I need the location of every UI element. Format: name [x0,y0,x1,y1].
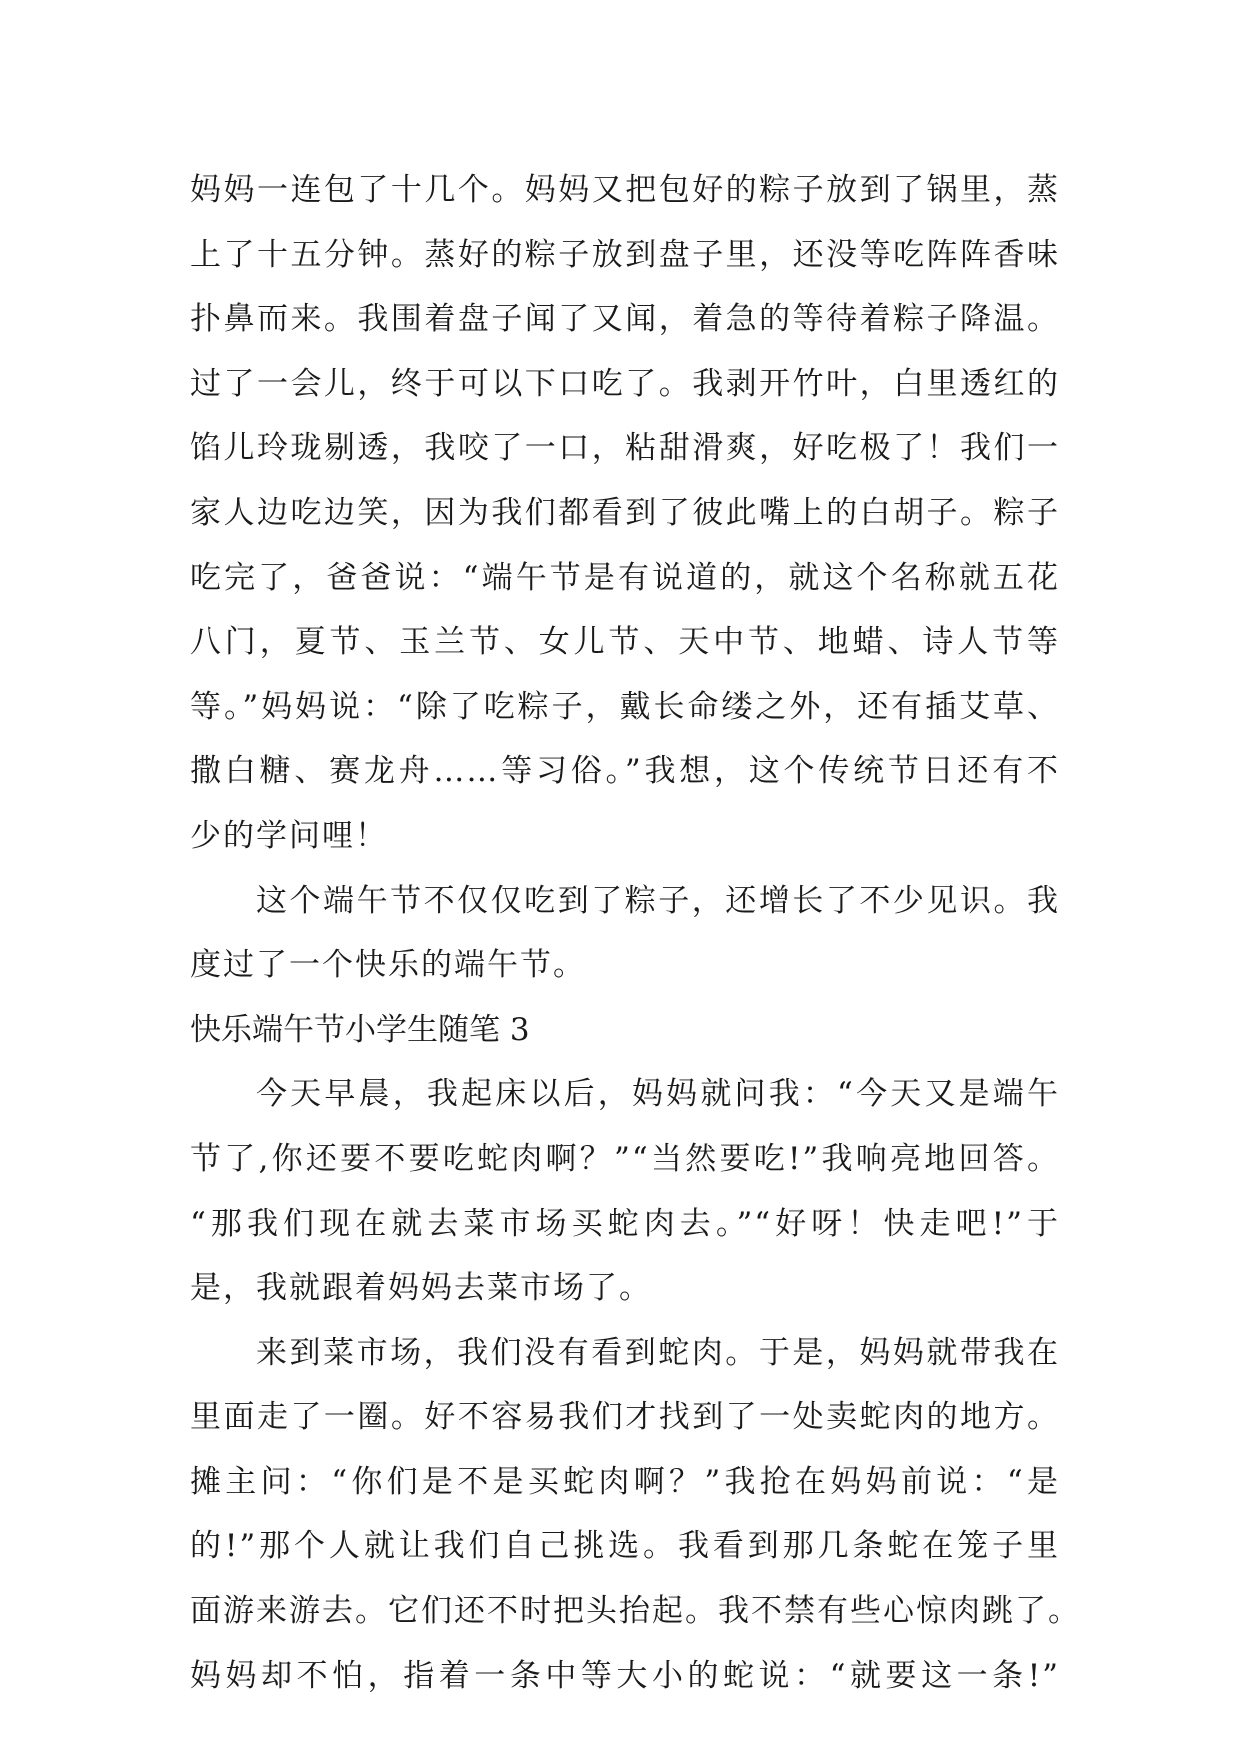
text-line: 上了十五分钟。蒸好的粽子放到盘子里，还没等吃阵阵香味 [190,236,1060,273]
text-line: 扑鼻而来。我围着盘子闻了又闻，着急的等待着粽子降温。 [190,301,1060,338]
text-line: 妈妈却不怕，指着一条中等大小的蛇说：“就要这一条!” [190,1657,1060,1694]
text-line: 妈妈一连包了十几个。妈妈又把包好的粽子放到了锅里，蒸 [190,172,1060,208]
text-line: 八门，夏节、玉兰节、女儿节、天中节、地蜡、诗人节等 [190,624,1060,661]
text-line: 吃完了，爸爸说：“端午节是有说道的，就这个名称就五花 [190,559,1060,596]
text-line: 摊主问：“你们是不是买蛇肉啊？”我抢在妈妈前说：“是 [190,1463,1060,1500]
text-line: 面游来游去。它们还不时把头抬起。我不禁有些心惊肉跳了。 [190,1593,1081,1630]
text-line: “那我们现在就去菜市场买蛇肉去。”“好呀！快走吧!”于 [190,1205,1060,1242]
text-line: 今天早晨，我起床以后，妈妈就问我：“今天又是端午 [256,1076,1060,1113]
text-line: 过了一会儿，终于可以下口吃了。我剥开竹叶，白里透红的 [190,365,1060,402]
paragraph-1 [190,158,1060,869]
text-line: 撒白糖、赛龙舟……等习俗。”我想，这个传统节日还有不 [190,753,1060,790]
text-line: 这个端午节不仅仅吃到了粽子，还增长了不少见识。我 [256,882,1060,919]
text-line: 家人边吃边笑，因为我们都看到了彼此嘴上的白胡子。粽子 [190,494,1060,531]
text-line: 是，我就跟着妈妈去菜市场了。 [190,1270,652,1307]
text-line: 来到菜市场，我们没有看到蛇肉。于是，妈妈就带我在 [256,1334,1060,1371]
text-line: 等。”妈妈说：“除了吃粽子，戴长命缕之外，还有插艾草、 [190,688,1060,725]
document-body [190,158,1081,1708]
text-line: 度过了一个快乐的端午节。 [190,947,586,984]
text-line: 馅儿玲珑剔透，我咬了一口，粘甜滑爽，好吃极了！我们一 [190,430,1060,467]
text-line: 节了,你还要不要吃蛇肉啊？”“当然要吃!”我响亮地回答。 [190,1140,1060,1177]
paragraph-4 [190,1321,1081,1709]
paragraph-3 [190,1062,1060,1320]
section-title: 快乐端午节小学生随笔 3 [190,1011,530,1048]
text-line: 的!”那个人就让我们自己挑选。我看到那几条蛇在笼子里 [190,1528,1060,1565]
text-line: 里面走了一圈。好不容易我们才找到了一处卖蛇肉的地方。 [190,1399,1060,1436]
paragraph-2 [190,869,1060,998]
text-line: 少的学问哩！ [190,817,388,854]
